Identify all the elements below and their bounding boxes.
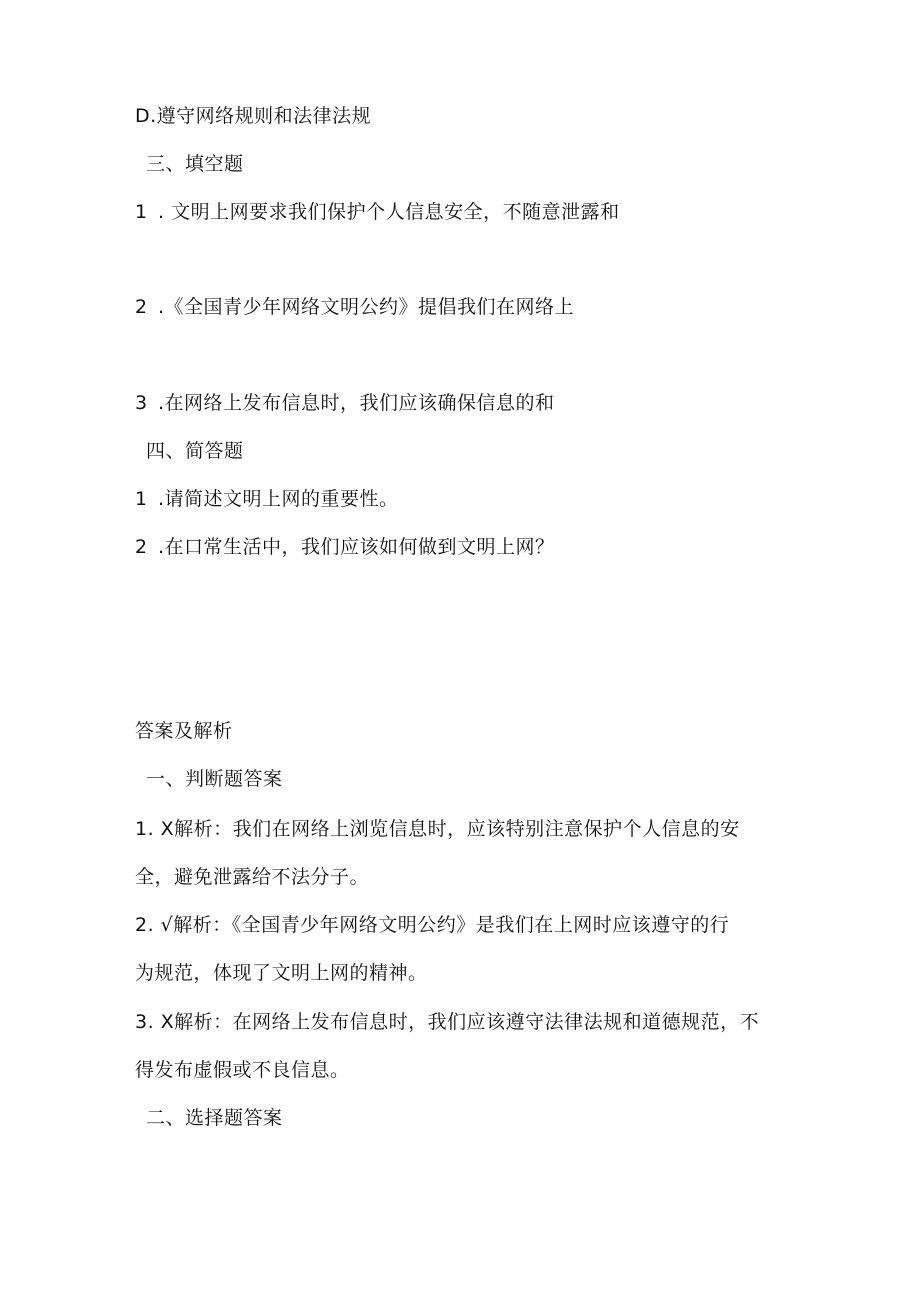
option-d-text: D.遵守网络规则和法律法规 bbox=[135, 105, 372, 127]
section-heading-short-answer: 四、简答题 bbox=[146, 440, 244, 462]
question-number: 2 bbox=[135, 296, 148, 318]
section-heading-judge-answers: 一、判断题答案 bbox=[146, 768, 283, 790]
short-answer-question-2 bbox=[135, 535, 555, 559]
answer-2-line-1: 2. √解析：《全国青少年网络文明公约》是我们在上网时应该遵守的行 bbox=[135, 914, 730, 936]
question-text: .在网络上发布信息时，我们应该确保信息的和 bbox=[158, 392, 555, 414]
short-answer-question-1 bbox=[135, 487, 399, 511]
answer-1-line-1: 1. X解析：我们在网络上浏览信息时，应该特别注意保护个人信息的安 bbox=[135, 818, 740, 840]
answer-2-line-2: 为规范，体现了文明上网的精神。 bbox=[135, 962, 428, 984]
answers-title: 答案及解析 bbox=[135, 720, 233, 742]
answer-3-line-2: 得发布虚假或不良信息。 bbox=[135, 1059, 350, 1081]
question-number: 3 bbox=[135, 392, 148, 414]
question-text: . 文明上网要求我们保护个人信息安全，不随意泄露和 bbox=[158, 201, 620, 223]
answer-1-line-2: 全，避免泄露给不法分子。 bbox=[135, 866, 370, 888]
question-text: .请简述文明上网的重要性。 bbox=[158, 488, 399, 510]
question-number: 1 bbox=[135, 488, 148, 510]
question-number: 1 bbox=[135, 201, 148, 223]
section-heading-choice-answers: 二、选择题答案 bbox=[146, 1107, 283, 1129]
fill-in-question-1 bbox=[135, 200, 620, 224]
answer-3-line-1: 3. X解析：在网络上发布信息时，我们应该遵守法律法规和道德规范，不 bbox=[135, 1011, 760, 1033]
question-number: 2 bbox=[135, 536, 148, 558]
section-heading-fill-in: 三、填空题 bbox=[146, 153, 244, 175]
question-text: .《全国青少年网络文明公约》提倡我们在网络上 bbox=[158, 296, 575, 318]
question-text: .在口常生活中，我们应该如何做到文明上网？ bbox=[158, 536, 555, 558]
fill-in-question-3 bbox=[135, 391, 555, 415]
fill-in-question-2 bbox=[135, 295, 574, 319]
